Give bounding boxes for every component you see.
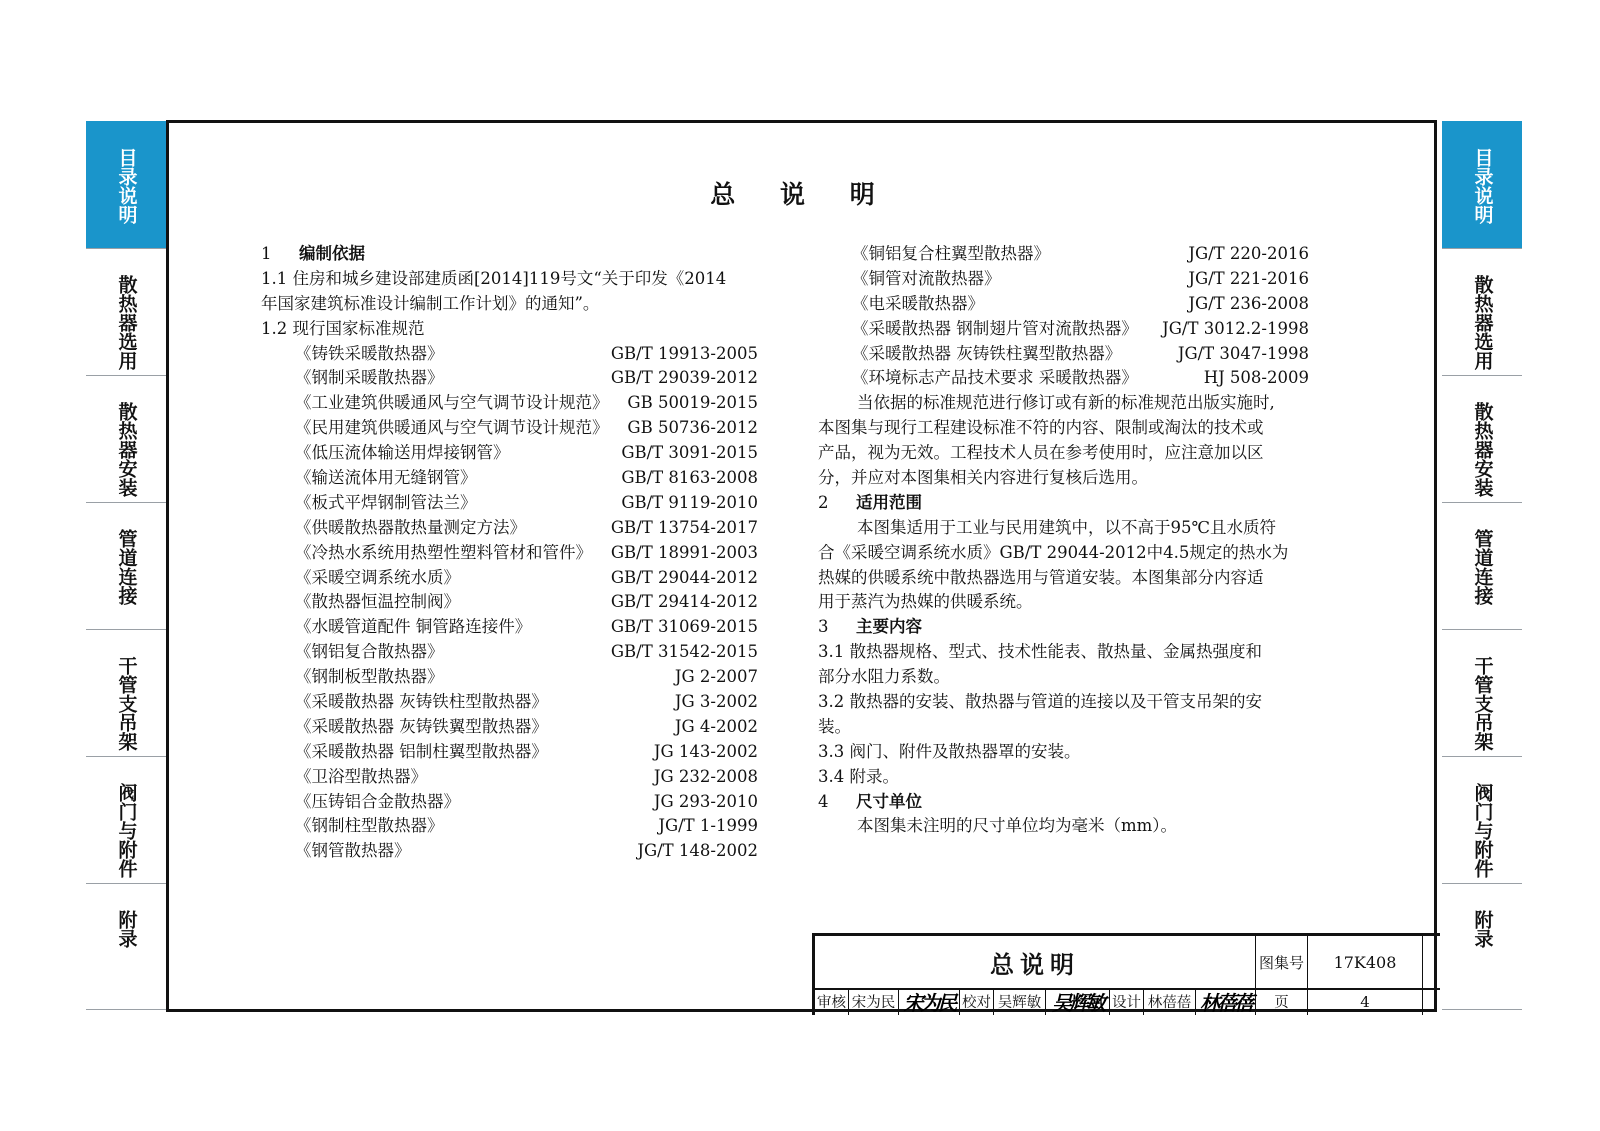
standard-code: JG 232-2008 bbox=[653, 766, 758, 786]
standard-name: 《采暖散热器 灰铸铁柱型散热器》 bbox=[295, 692, 548, 712]
standard-reference bbox=[261, 814, 758, 839]
standard-code: JG 143-2002 bbox=[653, 741, 758, 761]
title-block bbox=[812, 933, 1440, 1015]
right-column bbox=[818, 242, 1309, 839]
side-nav-right bbox=[1442, 121, 1522, 1010]
standard-code: GB/T 9119-2010 bbox=[621, 492, 758, 512]
paragraph-line: 1.1 住房和城乡建设部建质函[2014]119号文“关于印发《2014 bbox=[261, 268, 727, 288]
side-tab-radiator-installation[interactable]: 散热器安装 bbox=[86, 375, 166, 502]
standard-code: GB 50736-2012 bbox=[627, 418, 758, 438]
check-label: 校对 bbox=[960, 988, 994, 1015]
side-tab-valves-fittings[interactable]: 阀门与附件 bbox=[86, 756, 166, 883]
standard-code: GB/T 31069-2015 bbox=[610, 617, 758, 637]
standard-name: 《钢制采暖散热器》 bbox=[295, 368, 444, 388]
side-tab-radiator-selection[interactable]: 散热器选用 bbox=[86, 248, 166, 375]
standards-list-right bbox=[818, 242, 1309, 391]
standard-code: GB/T 18991-2003 bbox=[610, 542, 758, 562]
standard-reference bbox=[818, 242, 1309, 267]
standard-code: JG/T 148-2002 bbox=[637, 841, 758, 861]
standard-code: GB/T 31542-2015 bbox=[610, 642, 758, 662]
standard-name: 《钢铝复合散热器》 bbox=[295, 642, 444, 662]
designer-name: 林蓓蓓 bbox=[1144, 988, 1196, 1015]
standard-reference bbox=[261, 765, 758, 790]
standard-reference bbox=[261, 416, 758, 441]
standard-reference bbox=[261, 541, 758, 566]
paragraph-line: 部分水阻力系数。 bbox=[818, 667, 950, 687]
standard-name: 《民用建筑供暖通风与空气调节设计规范》 bbox=[295, 418, 609, 438]
standard-reference bbox=[261, 466, 758, 491]
section-heading-1: 1 编制依据 bbox=[261, 244, 365, 263]
standard-code: JG/T 3047-1998 bbox=[1177, 343, 1309, 363]
standard-name: 《采暖散热器 铝制柱翼型散热器》 bbox=[295, 741, 548, 761]
standard-code: GB/T 29044-2012 bbox=[610, 567, 758, 587]
atlas-number-label: 图集号 bbox=[1256, 936, 1308, 988]
page-label: 页 bbox=[1256, 988, 1308, 1015]
standard-code: JG 293-2010 bbox=[653, 791, 758, 811]
paragraph-line: 3.3 阀门、附件及散热器罩的安装。 bbox=[818, 741, 1081, 761]
paragraph-line: 本图集与现行工程建设标准不符的内容、限制或淘汰的技术或 bbox=[818, 418, 1264, 438]
standard-reference bbox=[261, 640, 758, 665]
standard-reference bbox=[261, 516, 758, 541]
standard-code: JG/T 1-1999 bbox=[658, 816, 758, 836]
standard-code: GB/T 19913-2005 bbox=[610, 343, 758, 363]
designer-signature: 林蓓蓓 bbox=[1196, 988, 1256, 1015]
subsection-heading: 1.2 现行国家标准规范 bbox=[261, 318, 425, 338]
standard-name: 《环境标志产品技术要求 采暖散热器》 bbox=[852, 368, 1138, 388]
standard-reference bbox=[261, 740, 758, 765]
standard-reference bbox=[818, 267, 1309, 292]
standard-reference bbox=[818, 317, 1309, 342]
standard-code: JG/T 236-2008 bbox=[1188, 293, 1309, 313]
standard-reference bbox=[261, 441, 758, 466]
standard-reference bbox=[261, 590, 758, 615]
standard-name: 《电采暖散热器》 bbox=[852, 293, 984, 313]
paragraph-line: 热媒的供暖系统中散热器选用与管道安装。本图集部分内容适 bbox=[818, 567, 1264, 587]
standard-reference bbox=[818, 292, 1309, 317]
standard-reference bbox=[818, 342, 1309, 367]
checker-signature: 吴辉敏 bbox=[1046, 988, 1110, 1015]
paragraph-line: 3.4 附录。 bbox=[818, 766, 899, 786]
paragraph-line: 分，并应对本图集相关内容进行复核后选用。 bbox=[818, 468, 1148, 488]
page-number: 4 bbox=[1308, 988, 1423, 1015]
review-label: 审核 bbox=[815, 988, 849, 1015]
section-heading-3: 3 主要内容 bbox=[818, 617, 922, 637]
section-heading-2: 2 适用范围 bbox=[818, 492, 922, 512]
standard-name: 《工业建筑供暖通风与空气调节设计规范》 bbox=[295, 393, 609, 413]
standard-code: GB/T 13754-2017 bbox=[610, 517, 758, 537]
standard-reference bbox=[261, 665, 758, 690]
standard-name: 《板式平焊钢制管法兰》 bbox=[295, 492, 477, 512]
standard-name: 《供暖散热器散热量测定方法》 bbox=[295, 517, 526, 537]
standard-reference bbox=[261, 715, 758, 740]
standard-reference bbox=[261, 615, 758, 640]
standard-reference bbox=[261, 491, 758, 516]
standard-name: 《采暖散热器 钢制翅片管对流散热器》 bbox=[852, 318, 1138, 338]
standard-code: GB/T 8163-2008 bbox=[621, 468, 758, 488]
side-tab-appendix[interactable]: 附录 bbox=[86, 883, 166, 1010]
standard-reference bbox=[261, 839, 758, 864]
standard-name: 《钢管散热器》 bbox=[295, 841, 411, 861]
standard-reference bbox=[261, 690, 758, 715]
paragraph-line: 当依据的标准规范进行修订或有新的标准规范出版实施时, bbox=[857, 393, 1275, 413]
standard-name: 《卫浴型散热器》 bbox=[295, 766, 427, 786]
standard-name: 《采暖散热器 灰铸铁柱翼型散热器》 bbox=[852, 343, 1122, 363]
side-tab-pipe-connection-right[interactable]: 管道连接 bbox=[1442, 502, 1522, 629]
standard-name: 《铜管对流散热器》 bbox=[852, 268, 1001, 288]
standard-name: 《铸铁采暖散热器》 bbox=[295, 343, 444, 363]
drawing-frame bbox=[166, 120, 1437, 1015]
checker-name: 吴辉敏 bbox=[994, 988, 1046, 1015]
paragraph-line: 用于蒸汽为热媒的供暖系统。 bbox=[818, 592, 1033, 612]
standard-name: 《压铸铝合金散热器》 bbox=[295, 791, 460, 811]
standard-name: 《钢制板型散热器》 bbox=[295, 667, 444, 687]
standard-reference bbox=[818, 366, 1309, 391]
standard-code: JG 2-2007 bbox=[674, 667, 758, 687]
standard-reference bbox=[261, 566, 758, 591]
standards-list-left bbox=[261, 342, 758, 865]
standard-name: 《输送流体用无缝钢管》 bbox=[295, 468, 477, 488]
side-tab-contents[interactable]: 目录说明 bbox=[86, 121, 166, 248]
standard-reference bbox=[261, 342, 758, 367]
title-block-title: 总说明 bbox=[815, 936, 1256, 988]
paragraph-line: 3.1 散热器规格、型式、技术性能表、散热量、金属热强度和 bbox=[818, 642, 1262, 662]
paragraph-line: 本图集适用于工业与民用建筑中，以不高于95℃且水质符 bbox=[857, 517, 1276, 537]
standard-code: JG 3-2002 bbox=[674, 692, 758, 712]
side-nav-left bbox=[86, 121, 166, 1010]
standard-code: GB/T 29414-2012 bbox=[610, 592, 758, 612]
side-tab-main-pipe-support[interactable]: 干管支吊架 bbox=[86, 629, 166, 756]
paragraph-line: 装。 bbox=[818, 716, 851, 736]
standard-reference bbox=[261, 391, 758, 416]
standard-name: 《采暖空调系统水质》 bbox=[295, 567, 460, 587]
standard-code: GB/T 3091-2015 bbox=[621, 443, 758, 463]
paragraph-line: 合《采暖空调系统水质》GB/T 29044-2012中4.5规定的热水为 bbox=[818, 542, 1289, 562]
paragraph-line: 产品，视为无效。工程技术人员在参考使用时，应注意加以区 bbox=[818, 443, 1264, 463]
standard-name: 《低压流体输送用焊接钢管》 bbox=[295, 443, 510, 463]
standard-name: 《水暖管道配件 铜管路连接件》 bbox=[295, 617, 532, 637]
paragraph-line: 本图集未注明的尺寸单位均为毫米（mm）。 bbox=[857, 816, 1178, 836]
design-label: 设计 bbox=[1110, 988, 1144, 1015]
side-tab-pipe-connection[interactable]: 管道连接 bbox=[86, 502, 166, 629]
page-title: 总 说 明 bbox=[710, 180, 893, 209]
side-tab-valves-fittings-right[interactable]: 阀门与附件 bbox=[1442, 756, 1522, 883]
paragraph-line: 年国家建筑标准设计编制工作计划》的通知”。 bbox=[261, 293, 600, 313]
side-tab-main-pipe-support-right[interactable]: 干管支吊架 bbox=[1442, 629, 1522, 756]
standard-code: JG/T 220-2016 bbox=[1188, 244, 1309, 263]
side-tab-radiator-selection-right[interactable]: 散热器选用 bbox=[1442, 248, 1522, 375]
atlas-number: 17K408 bbox=[1308, 936, 1423, 988]
standard-name: 《钢制柱型散热器》 bbox=[295, 816, 444, 836]
standard-name: 《采暖散热器 灰铸铁翼型散热器》 bbox=[295, 716, 548, 736]
reviewer-name: 宋为民 bbox=[849, 988, 899, 1015]
standard-code: HJ 508-2009 bbox=[1203, 368, 1309, 388]
reviewer-signature: 宋为民 bbox=[899, 988, 960, 1015]
standard-code: JG 4-2002 bbox=[674, 716, 758, 736]
paragraph-line: 3.2 散热器的安装、散热器与管道的连接以及干管支吊架的安 bbox=[818, 692, 1262, 712]
section-heading-4: 4 尺寸单位 bbox=[818, 791, 922, 811]
standard-reference bbox=[261, 366, 758, 391]
side-tab-radiator-installation-right[interactable]: 散热器安装 bbox=[1442, 375, 1522, 502]
standard-code: JG/T 221-2016 bbox=[1188, 268, 1309, 288]
standard-reference bbox=[261, 790, 758, 815]
standard-code: GB 50019-2015 bbox=[627, 393, 758, 413]
standard-code: GB/T 29039-2012 bbox=[610, 368, 758, 388]
standard-name: 《冷热水系统用热塑性塑料管材和管件》 bbox=[295, 542, 592, 562]
side-tab-contents-right[interactable]: 目录说明 bbox=[1442, 121, 1522, 248]
standard-code: JG/T 3012.2-1998 bbox=[1162, 318, 1309, 338]
side-tab-appendix-right[interactable]: 附录 bbox=[1442, 883, 1522, 1010]
standard-name: 《铜铝复合柱翼型散热器》 bbox=[852, 244, 1050, 263]
left-column bbox=[261, 242, 758, 864]
standard-name: 《散热器恒温控制阀》 bbox=[295, 592, 460, 612]
